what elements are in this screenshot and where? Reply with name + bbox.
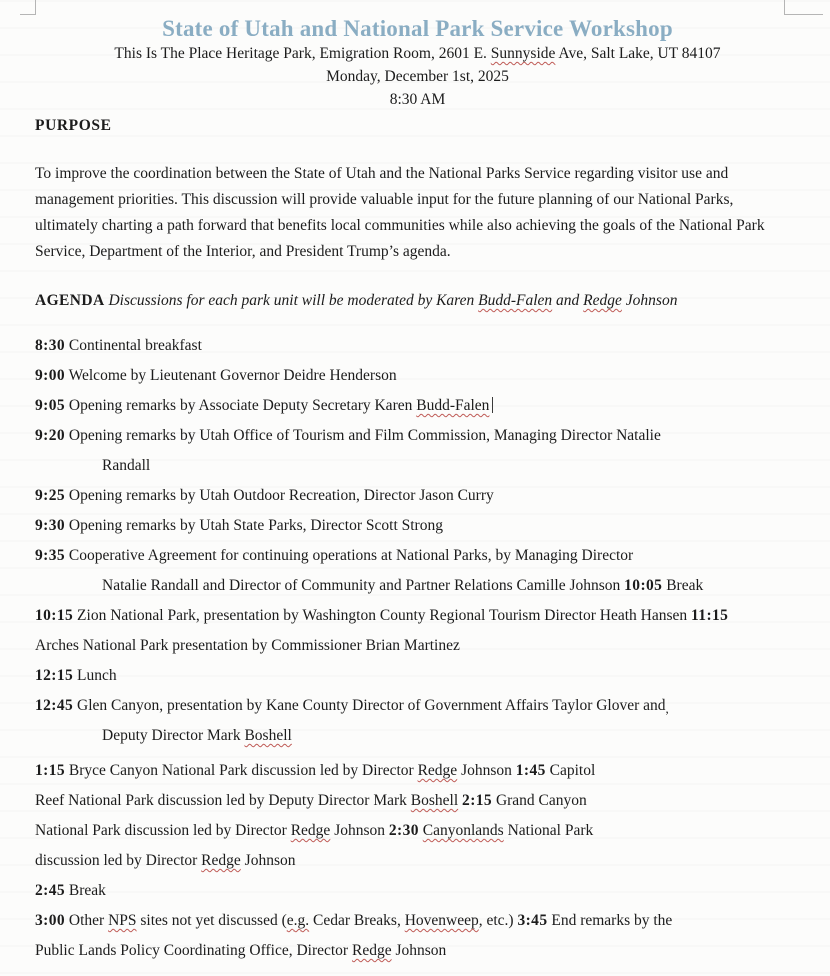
text-segment: 9:25 bbox=[35, 487, 66, 504]
agenda-line[interactable] bbox=[35, 601, 800, 631]
agenda-line[interactable] bbox=[35, 451, 800, 481]
text-segment: Break bbox=[662, 577, 704, 594]
page-margin-mark-left bbox=[20, 0, 36, 15]
agenda-line[interactable] bbox=[35, 721, 800, 751]
text-segment: Lunch bbox=[73, 667, 117, 684]
text-segment: Zion National Park, presentation by Washington County Regional Tourism Director Heath Hansen bbox=[73, 607, 692, 624]
page-margin-mark-right bbox=[784, 0, 823, 15]
agenda-line[interactable] bbox=[35, 906, 800, 936]
location-line[interactable] bbox=[35, 42, 800, 65]
agenda-line[interactable] bbox=[35, 511, 800, 541]
text-segment: Glen Canyon, presentation by Kane County Director of Government Affairs Taylor Glover and bbox=[73, 697, 666, 714]
text-segment: Opening remarks by Utah Outdoor Recreation, Director Jason Curry bbox=[65, 487, 494, 504]
misspelled-word: Redge bbox=[417, 762, 458, 779]
text-segment: 10:15 bbox=[35, 607, 74, 624]
text-segment: 12:15 bbox=[35, 667, 74, 684]
purpose-line: Service, Department of the Interior, and President Trump’s agenda. bbox=[35, 243, 451, 260]
text-segment: 9:00 bbox=[35, 367, 66, 384]
text-segment: 2:45 bbox=[35, 882, 66, 899]
text-segment: Public Lands Policy Coordinating Office, Director bbox=[35, 942, 352, 959]
text-segment: 11:15 bbox=[691, 607, 729, 624]
text-segment: Cedar Breaks, bbox=[309, 912, 405, 929]
text-segment: 3:45 bbox=[517, 912, 548, 929]
agenda-line[interactable] bbox=[35, 786, 800, 816]
misspelled-word: Boshell bbox=[244, 727, 292, 744]
agenda-line[interactable] bbox=[35, 756, 800, 786]
text-segment: Reef National Park discussion led by Deputy Director Mark bbox=[35, 792, 411, 809]
text-segment: Randall bbox=[102, 457, 151, 474]
purpose-line: To improve the coordination between the State of Utah and the National Parks Service regarding visitor use and bbox=[35, 165, 729, 182]
agenda-line[interactable] bbox=[35, 876, 800, 906]
text-segment: 2:30 bbox=[388, 822, 419, 839]
purpose-line: management priorities. This discussion will provide valuable input for the future planning of our National Parks, bbox=[35, 191, 734, 208]
purpose-paragraph[interactable] bbox=[35, 161, 800, 265]
agenda-line[interactable] bbox=[35, 361, 800, 391]
agenda-line[interactable] bbox=[35, 331, 800, 361]
text-segment: Capitol bbox=[545, 762, 596, 779]
text-segment: Deputy Director Mark bbox=[102, 727, 245, 744]
text-segment: 8:30 bbox=[35, 337, 66, 354]
text-segment: AGENDA bbox=[35, 292, 105, 309]
text-segment: Welcome by Lieutenant Governor Deidre Henderson bbox=[65, 367, 397, 384]
text-segment: sites not yet discussed ( bbox=[136, 912, 287, 929]
agenda-line[interactable] bbox=[35, 691, 800, 721]
text-segment: 1:45 bbox=[515, 762, 546, 779]
agenda-line[interactable] bbox=[35, 816, 800, 846]
text-segment: Discussions for each park unit will be moderated by Karen bbox=[108, 292, 479, 309]
misspelled-word: Sunnyside bbox=[490, 45, 556, 62]
text-segment: 1:15 bbox=[35, 762, 66, 779]
agenda-line[interactable] bbox=[35, 661, 800, 691]
time-line[interactable]: 8:30 AM bbox=[389, 91, 446, 108]
text-segment: Ave, Salt Lake, UT 84107 bbox=[555, 45, 721, 62]
misspelled-word: Budd-Falen bbox=[478, 292, 553, 309]
text-segment: 12:45 bbox=[35, 697, 74, 714]
text-segment: Opening remarks by Associate Deputy Secretary Karen bbox=[65, 397, 417, 414]
text-segment: Johnson bbox=[330, 822, 389, 839]
agenda-line[interactable] bbox=[35, 541, 800, 571]
agenda-line[interactable] bbox=[35, 481, 800, 511]
text-segment: This Is The Place Heritage Park, Emigration Room, 2601 E. bbox=[114, 45, 491, 62]
text-segment: 10:05 bbox=[624, 577, 663, 594]
text-segment: 9:30 bbox=[35, 517, 66, 534]
text-segment: 2:15 bbox=[462, 792, 493, 809]
agenda-list bbox=[35, 331, 800, 966]
text-segment: National Park bbox=[503, 822, 594, 839]
text-segment: Natalie Randall and Director of Community and Partner Relations Camille Johnson bbox=[102, 577, 625, 594]
text-segment: Bryce Canyon National Park discussion led by Director bbox=[65, 762, 418, 779]
date-line[interactable]: Monday, December 1st, 2025 bbox=[326, 68, 509, 85]
text-segment: 9:20 bbox=[35, 427, 66, 444]
misspelled-word: e.g. bbox=[286, 912, 310, 929]
text-segment: discussion led by Director bbox=[35, 852, 202, 869]
text-segment: Johnson bbox=[621, 292, 678, 309]
misspelled-word: Budd-Falen bbox=[416, 397, 490, 414]
document-title[interactable]: State of Utah and National Park Service Workshop bbox=[162, 16, 673, 41]
text-segment: Continental breakfast bbox=[65, 337, 202, 354]
agenda-heading-line[interactable] bbox=[35, 291, 800, 311]
misspelled-word: Redge bbox=[583, 292, 622, 309]
agenda-line[interactable] bbox=[35, 571, 800, 601]
text-segment: Johnson bbox=[391, 942, 447, 959]
misspelled-word: Redge bbox=[201, 852, 241, 869]
text-segment: Other bbox=[65, 912, 109, 929]
agenda-line[interactable] bbox=[35, 846, 800, 876]
misspelled-word: Hovenweep bbox=[404, 912, 479, 929]
misspelled-word: Canyonlands bbox=[422, 822, 504, 839]
text-segment: 9:05 bbox=[35, 397, 66, 414]
agenda-line[interactable] bbox=[35, 631, 800, 661]
text-segment: , etc.) bbox=[478, 912, 518, 929]
text-segment: Johnson bbox=[240, 852, 296, 869]
text-segment: Johnson bbox=[457, 762, 516, 779]
agenda-line[interactable] bbox=[35, 391, 800, 421]
misspelled-word: Redge bbox=[290, 822, 331, 839]
text-segment: Opening remarks by Utah Office of Tourism and Film Commission, Managing Director Natalie bbox=[65, 427, 661, 444]
text-segment: Grand Canyon bbox=[492, 792, 587, 809]
misspelled-word: NPS bbox=[108, 912, 137, 929]
text-segment: National Park discussion led by Director bbox=[35, 822, 291, 839]
purpose-heading[interactable]: PURPOSE bbox=[35, 117, 112, 134]
agenda-line[interactable] bbox=[35, 421, 800, 451]
text-segment: Cooperative Agreement for continuing operations at National Parks, by Managing Director bbox=[65, 547, 634, 564]
misspelled-word: Boshell bbox=[410, 792, 459, 809]
document-header bbox=[35, 16, 800, 111]
text-segment: and bbox=[552, 292, 584, 309]
text-segment: Arches National Park presentation by Commissioner Brian Martinez bbox=[35, 637, 460, 654]
text-segment: 3:00 bbox=[35, 912, 66, 929]
agenda-line[interactable] bbox=[35, 936, 800, 966]
text-segment: End remarks by the bbox=[547, 912, 673, 929]
text-cursor bbox=[492, 397, 493, 413]
misspelled-word: Redge bbox=[351, 942, 392, 959]
purpose-line: ultimately charting a path forward that benefits local communities while also achieving the goals of the National Park bbox=[35, 217, 765, 234]
text-segment: , bbox=[665, 701, 669, 716]
text-segment: 9:35 bbox=[35, 547, 66, 564]
text-segment: Break bbox=[65, 882, 106, 899]
text-segment: Opening remarks by Utah State Parks, Director Scott Strong bbox=[65, 517, 443, 534]
